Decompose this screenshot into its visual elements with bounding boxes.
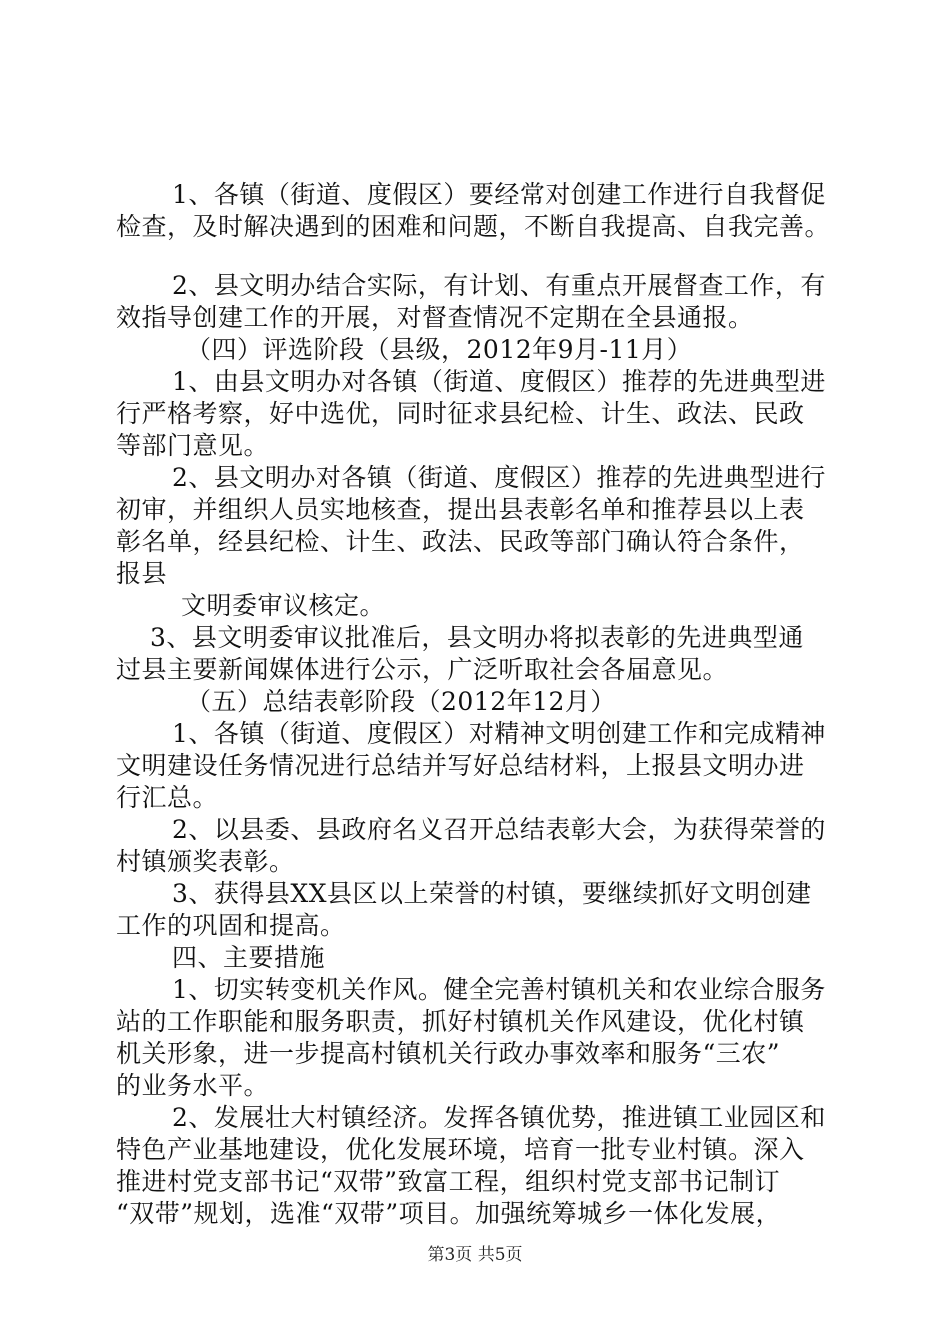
text-line: 报县	[116, 559, 168, 588]
text-line: 等部门意见。	[116, 431, 270, 460]
text-line: “双带”规划，选准“双带”项目。加强统筹城乡一体化发展，	[116, 1199, 782, 1228]
text-line: 效指导创建工作的开展，对督查情况不定期在全县通报。	[116, 303, 754, 332]
text-line: 1、各镇（街道、度假区）对精神文明创建工作和完成精神	[172, 719, 826, 748]
text-line: 2、县文明办对各镇（街道、度假区）推荐的先进典型进行	[172, 463, 826, 492]
text-line: 工作的巩固和提高。	[116, 911, 346, 940]
text-line: 1、由县文明办对各镇（街道、度假区）推荐的先进典型进	[172, 367, 826, 396]
text-line: 2、以县委、县政府名义召开总结表彰大会，为获得荣誉的	[172, 815, 826, 844]
text-line: 初审，并组织人员实地核查，提出县表彰名单和推荐县以上表	[116, 495, 805, 524]
section-heading: （四）评选阶段（县级，2012年9月-11月）	[186, 335, 693, 364]
text-line: 站的工作职能和服务职责，抓好村镇机关作风建设，优化村镇	[116, 1007, 805, 1036]
text-line: 2、县文明办结合实际，有计划、有重点开展督查工作，有	[172, 271, 826, 300]
text-line: 文明建设任务情况进行总结并写好总结材料，上报县文明办进	[116, 751, 805, 780]
text-line: 文明委审议核定。	[181, 591, 386, 620]
section-heading: 四、主要措施	[172, 943, 326, 972]
text-line: 的业务水平。	[116, 1071, 270, 1100]
text-line: 3、县文明委审议批准后，县文明办将拟表彰的先进典型通	[150, 623, 804, 652]
text-line: 彰名单，经县纪检、计生、政法、民政等部门确认符合条件，	[116, 527, 805, 556]
text-line: 检查，及时解决遇到的困难和问题，不断自我提高、自我完善。	[116, 212, 831, 241]
text-line: 1、切实转变机关作风。健全完善村镇机关和农业综合服务	[172, 975, 826, 1004]
text-line: 过县主要新闻媒体进行公示，广泛听取社会各届意见。	[116, 655, 729, 684]
text-line: 机关形象，进一步提高村镇机关行政办事效率和服务“三农”	[116, 1039, 781, 1068]
text-line: 推进村党支部书记“双带”致富工程，组织村党支部书记制订	[116, 1167, 781, 1196]
page-footer: 第3页 共5页	[427, 1245, 523, 1265]
text-line: 3、获得县XX县区以上荣誉的村镇，要继续抓好文明创建	[172, 879, 812, 908]
text-line: 特色产业基地建设，优化发展环境，培育一批专业村镇。深入	[116, 1135, 805, 1164]
text-line: 行汇总。	[116, 783, 219, 812]
text-line: 2、发展壮大村镇经济。发挥各镇优势，推进镇工业园区和	[172, 1103, 826, 1132]
text-line: 村镇颁奖表彰。	[116, 847, 295, 876]
text-line: 1、各镇（街道、度假区）要经常对创建工作进行自我督促	[172, 180, 826, 209]
text-line: 行严格考察，好中选优，同时征求县纪检、计生、政法、民政	[116, 399, 805, 428]
section-heading: （五）总结表彰阶段（2012年12月）	[186, 687, 616, 716]
